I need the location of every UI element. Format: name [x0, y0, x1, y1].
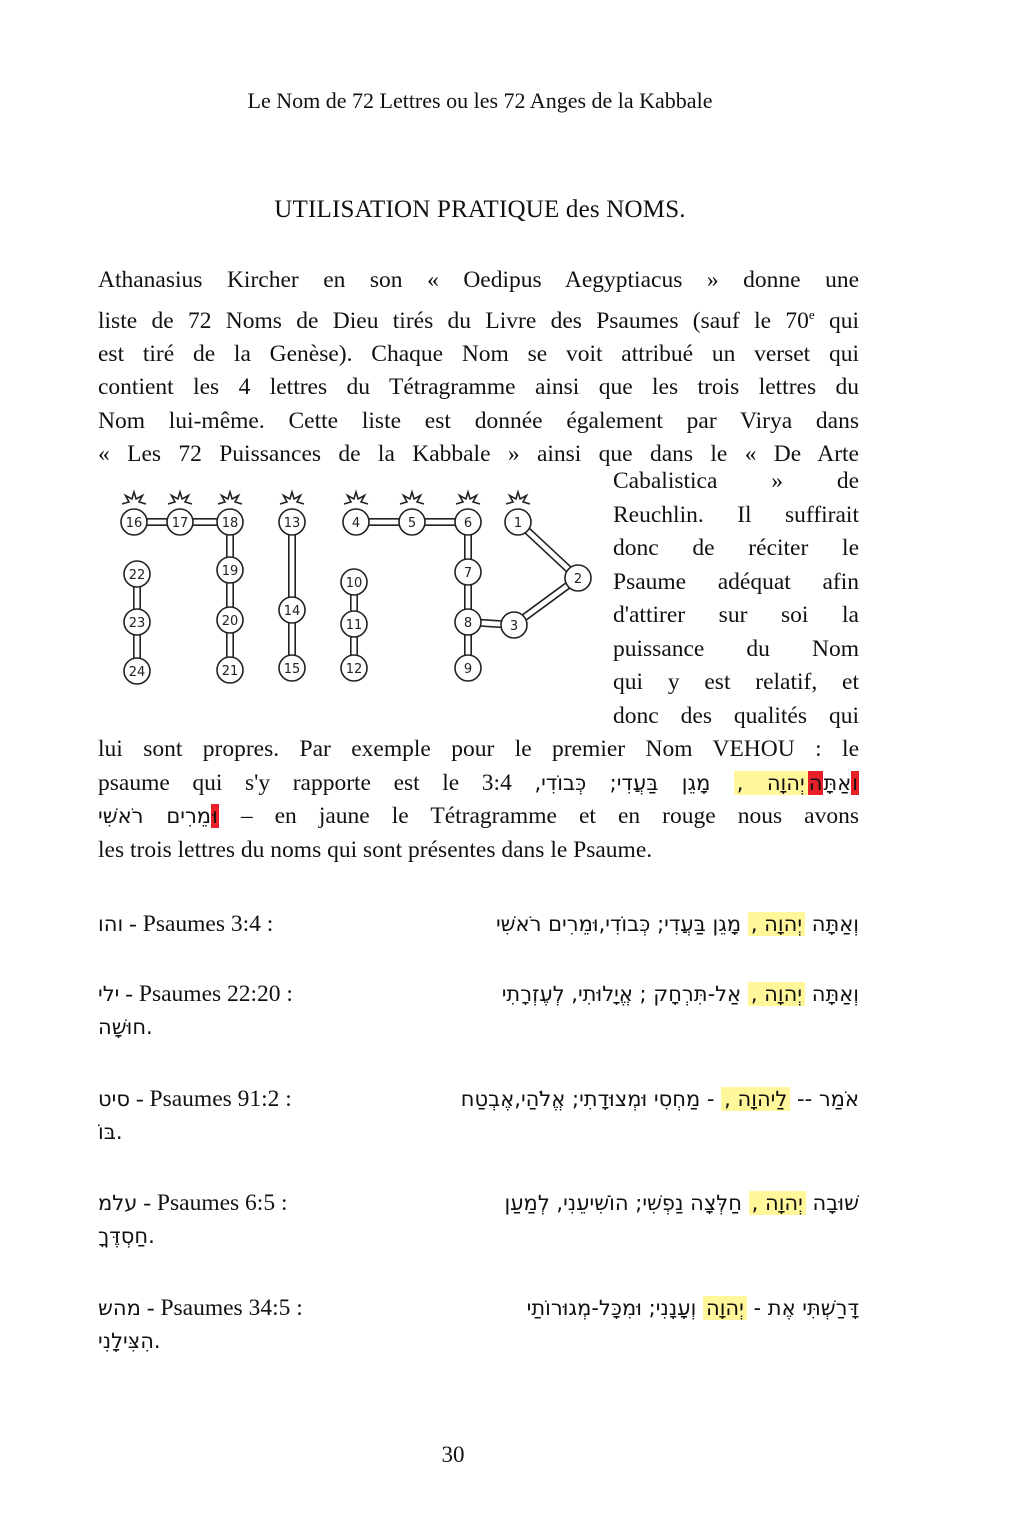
- intro-line-3: est tiré de la Genèse). Chaque Nom se voit attribué un verset qui: [98, 340, 859, 367]
- diagram-crown: [168, 492, 192, 504]
- entry-1-label: [98, 908, 273, 941]
- intro-line-6: « Les 72 Puissances de la Kabbale » ainsi que dans le « De Arte: [98, 441, 859, 468]
- entry-3-cont: בּוֹ.: [98, 1120, 123, 1144]
- diagram-node-label: 11: [345, 618, 363, 633]
- hebrew-merim: מֵרִים: [166, 804, 212, 828]
- diagram-crown: [456, 492, 480, 504]
- intro-line-5: Nom lui-même. Cette liste est donnée également par Virya dans: [98, 407, 859, 434]
- entry-1-name: והו: [98, 912, 124, 936]
- diagram-node-label: 17: [171, 516, 189, 531]
- wrap-line-2: Reuchlin. Il suffirait: [613, 501, 859, 528]
- entry-4-tetragram: יְהוָה ,: [749, 1191, 806, 1215]
- entry-2-ref: - Psaumes 22:20 :: [119, 981, 293, 1007]
- entry-4-verse: [504, 1187, 859, 1220]
- entry-2-name: ילי: [98, 982, 120, 1006]
- wrap-line-1: Cabalistica » de: [613, 468, 859, 494]
- entry-3-verse: [461, 1083, 859, 1116]
- diagram-node-label: 12: [345, 662, 363, 677]
- intro-line-4: contient les 4 lettres du Tétragramme ainsi que les trois lettres du: [98, 374, 859, 401]
- section-title: UTILISATION PRATIQUE des NOMS.: [274, 196, 686, 223]
- wrap-line-3: donc de réciter le: [613, 535, 859, 561]
- diagram-node-label: 15: [283, 662, 301, 677]
- wrap-line-4: Psaume adéquat afin: [613, 568, 859, 595]
- entry-4-ref: - Psaumes 6:5 :: [137, 1190, 288, 1216]
- diagram-node-label: 9: [463, 662, 473, 677]
- entry-5-cont: הִצִּילָנִי.: [98, 1329, 161, 1353]
- diagram-crown: [400, 492, 424, 504]
- after-line-2-text: psaume qui s'y rapporte est le 3:4: [98, 769, 512, 796]
- entry-5-verse-a: וְעָנָנִי; וּמִכָּל-מְגוּרוֹתַי: [526, 1296, 697, 1320]
- diagram-node-label: 18: [221, 516, 239, 531]
- diagram-node-label: 8: [463, 616, 473, 631]
- entry-4-name: עלמ: [98, 1191, 138, 1215]
- red-letter-vav-2: וּ: [212, 804, 218, 828]
- entry-1-verse-b: וְאַתָּה: [811, 912, 859, 936]
- diagram-crown: [122, 492, 146, 504]
- hebrew-mid: אַתָּ: [823, 770, 852, 795]
- intro-paragraph: [98, 264, 859, 472]
- after-line-2: [98, 767, 859, 801]
- running-header: Le Nom de 72 Lettres ou les 72 Anges de la Kabbale: [247, 88, 713, 113]
- after-line-1: lui sont propres. Par exemple pour le premier Nom VEHOU : le: [98, 736, 859, 762]
- entry-2: [98, 978, 859, 1044]
- wrap-line-5: d'attirer sur soi la: [613, 602, 859, 628]
- diagram-node-label: 21: [221, 664, 239, 679]
- diagram-crown: [344, 492, 368, 504]
- diagram-crown: [506, 492, 530, 504]
- diagram-node-label: 3: [509, 619, 519, 634]
- diagram-node-label: 23: [128, 616, 146, 631]
- diagram-node-label: 19: [221, 564, 239, 579]
- entry-2-label: [98, 978, 293, 1011]
- entry-1-verse-a: מָגֵן בַּעֲדִי; כְּבוֹדִי,וּמֵרִים רֹאשִׁי: [495, 912, 742, 936]
- entry-5: [98, 1292, 859, 1358]
- diagram-node-label: 14: [283, 604, 301, 619]
- diagram-node-label: 20: [221, 614, 239, 629]
- entry-4: [98, 1187, 859, 1253]
- entry-5-ref: - Psaumes 34:5 :: [140, 1295, 303, 1321]
- entry-2-verse-b: וְאַתָּה: [811, 982, 859, 1006]
- diagram-node-label: 2: [573, 572, 583, 587]
- diagram-node-label: 4: [351, 516, 361, 531]
- diagram-crown: [280, 492, 304, 504]
- entry-4-verse-a: חַלְּצָה נַפְשִׁי; הוֹשִׁיעֵנִי, לְמַעַן: [504, 1191, 742, 1215]
- hebrew-plain: מָגֵן בַּעֲדִי; כְּבוֹדִי,: [534, 770, 711, 795]
- tetragram-names-diagram: [102, 472, 610, 704]
- entry-5-label: [98, 1292, 303, 1325]
- diagram-node-label: 22: [128, 568, 146, 583]
- entry-5-verse-b: דָּרַשְׁתִּי אֶת -: [753, 1296, 859, 1320]
- psalm-3-4-hebrew-cont: [98, 804, 219, 828]
- entry-4-verse-b: שׁוּבָה: [812, 1191, 859, 1215]
- entry-4-cont: חַסְדֶּךָ.: [98, 1224, 155, 1248]
- intro-line-2-text: liste de 72 Noms de Dieu tirés du Livre des Psaumes (sauf le 70: [98, 307, 809, 334]
- diagram-node-label: 1: [513, 516, 523, 531]
- entry-3-verse-b: אֹמַר --: [797, 1087, 859, 1111]
- entry-3-verse-a: - מַחְסִי וּמְצוּדָתִי; אֱלֹהַי,אֶבְטַח: [460, 1087, 715, 1111]
- after-line-3: [98, 800, 859, 834]
- wrap-column: [613, 465, 859, 733]
- diagram-node-label: 16: [125, 516, 143, 531]
- psalm-3-4-hebrew: [534, 771, 859, 795]
- diagram-crown: [218, 492, 242, 504]
- entry-1-ref: - Psaumes 3:4 :: [123, 911, 274, 937]
- entry-5-verse: [527, 1292, 859, 1325]
- entry-3-tetragram: לַיהוָה ,: [721, 1087, 790, 1111]
- entry-3-ref: - Psaumes 91:2 :: [129, 1086, 292, 1112]
- wrap-line-6: puissance du Nom: [613, 635, 859, 662]
- diagram-node-label: 10: [345, 576, 363, 591]
- entry-2-verse: [502, 978, 859, 1011]
- after-line-3-text: – en jaune le Tétragramme et en rouge nous avons: [218, 803, 859, 829]
- tetragram-highlight: יְהוָה ,: [734, 771, 808, 795]
- wrap-line-7: qui y est relatif, et: [613, 669, 859, 695]
- entry-3-name: סיט: [98, 1087, 130, 1111]
- diagram-node-label: 13: [283, 516, 301, 531]
- after-line-4: les trois lettres du noms qui sont présentes dans le Psaume.: [98, 836, 653, 863]
- intro-line-2-tail: qui: [814, 307, 860, 334]
- entry-2-tetragram: יְהוָה ,: [748, 982, 805, 1006]
- entry-3: [98, 1083, 859, 1149]
- diagram-node-label: 6: [463, 516, 473, 531]
- intro-line-2: [98, 298, 859, 338]
- entry-1-verse: [496, 908, 859, 941]
- entry-2-verse-a: אַל-תִּרְחָק ; אֱיָלוּתִי, לְעֶזְרָתִי: [501, 982, 742, 1006]
- wrap-line-8: donc des qualités qui: [613, 702, 859, 729]
- red-letter-vav: ו: [852, 770, 858, 795]
- diagram-node-label: 5: [407, 516, 417, 531]
- entry-1-tetragram: יְהוָה ,: [748, 912, 805, 936]
- intro-line-1: Athanasius Kircher en son « Oedipus Aegyptiacus » donne une: [98, 267, 859, 293]
- superscript-e: e: [808, 306, 815, 322]
- entry-3-label: [98, 1083, 292, 1116]
- diagram-node-label: 24: [128, 665, 146, 680]
- page-number: 30: [441, 1442, 465, 1467]
- diagram-node-label: 7: [463, 566, 473, 581]
- entry-1: [98, 908, 859, 941]
- entry-2-cont: חוּשָׁה.: [98, 1015, 153, 1039]
- entry-4-label: [98, 1187, 288, 1220]
- entry-5-name: מהש: [98, 1296, 141, 1320]
- hebrew-roshi: רֹאשִׁי: [98, 804, 144, 828]
- entry-5-tetragram: יְהוָה: [703, 1296, 747, 1320]
- red-letter-he: ה: [808, 770, 823, 795]
- after-paragraph: [98, 733, 859, 867]
